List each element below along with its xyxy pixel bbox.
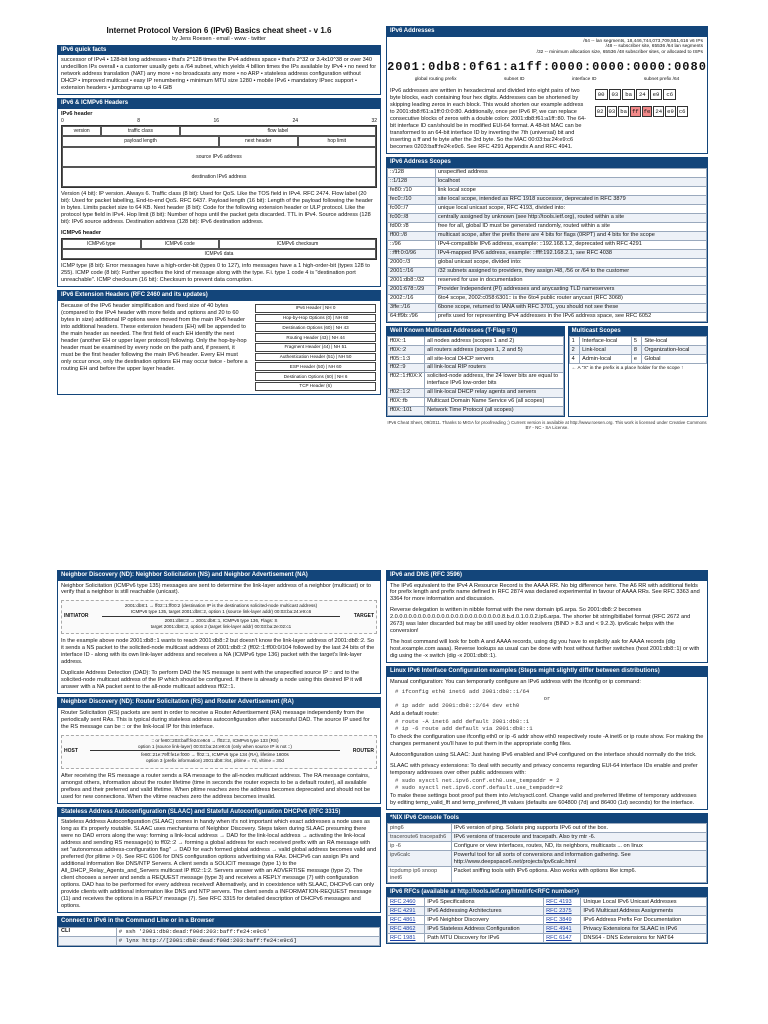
table-row xyxy=(388,195,707,204)
table-cell: 6bone scope, returned to IANA with RFC 3701, you should not see these xyxy=(435,303,706,312)
table-cell: IPv6 versions of traceroute and tracepath. Also try mtr -6. xyxy=(451,833,706,842)
table-cell: 2001::/16 xyxy=(388,267,436,276)
quick-facts-section xyxy=(57,45,381,95)
na-line-2: target 2001:db8::2, option 2 (target link-layer addr) 00:03:ba:2e:02:c1 xyxy=(150,623,292,629)
table-cell: all routers address (scopes 1, 2 and 5) xyxy=(425,346,564,355)
linux-section xyxy=(386,666,708,809)
table-row xyxy=(388,231,707,240)
ns-arrow xyxy=(102,616,340,617)
headers-title: IPv6 & ICMPv6 Headers xyxy=(58,99,380,109)
table-row xyxy=(388,867,707,883)
table-cell: IPv6 version of ping. Solaris ping supports IPv6 out of the box. xyxy=(451,824,706,833)
ns-na-diagram xyxy=(61,600,377,634)
table-cell: Provider Independent (PI) addresses and anycasting TLD nameservers xyxy=(435,285,706,294)
table-cell: Unique Local IPv6 Unicast Addresses xyxy=(581,898,707,907)
rs-ra-diagram xyxy=(61,735,377,769)
multicast-scopes-title: Multicast Scopes xyxy=(569,327,707,337)
rfcs-table xyxy=(387,897,707,943)
dns-text-3: The host command will look for both A and AAAA records, using dig you have to explicitly ask for AAAA records (dig host.example.com aaaa). Reverse lookups as usual can be done with host without further switches (host 2001:db8::1) or with dig using the -x switch (dig -x 2001:db8::1). xyxy=(390,639,700,660)
table-cell[interactable]: RFC 2460 xyxy=(388,898,425,907)
table-cell: 2001:db8::/32 xyxy=(388,276,436,285)
dns-text-1: The IPv6 equivalent to the IPv4 A Resource Record is the AAAA RR. No big difference here. The A6 RR with additional fields for prefix length and prefix name defined in RFC 2874 was declared experimental in favour of AAAA RRs. See RFC 3363 and 3364 for more information and discussion. xyxy=(390,582,700,603)
ns-line-2: ICMPv6 type 135, target 2001:db8::2, option 1 (source link-layer addr) 00:03:ba:24:e9:c6 xyxy=(130,609,312,615)
nd-text-2: In the example above node 2001:db8::1 wants to reach 2001:db8::2 but doesn't know the link-layer address of 2001:db8::2. So it sends a NS packet to the solicited-node multicast address of 2001:db8::2 (ff02::1:ff00:0/104 followed by the last 24 bits of the interface ID - along with its own link-layer address and receives a NA (ICMPv6 type 136) packet with the target's link-layer address. xyxy=(61,638,375,666)
field-traffic-class: traffic class xyxy=(101,126,180,136)
page-footer: IPv6 Cheat Sheet, 09/2011. Thanks to MIGA for proofreading ;) Current version is available at http://www.roesen.org. This work is licensed under Creative Commons BY - NC - SA License. xyxy=(387,419,707,431)
table-row xyxy=(388,824,707,833)
table-cell: IPv4-mapped IPv6 address, example: ::ffff:192.168.2.1, see RFC 4038 xyxy=(435,249,706,258)
table-cell: e xyxy=(631,355,641,364)
table-row xyxy=(388,267,707,276)
eui64-diagram xyxy=(592,86,707,153)
mac-byte: c6 xyxy=(663,89,676,100)
table-cell: 3ffe::/16 xyxy=(388,303,436,312)
linux-text-1: Manual configuration: You can temporarily configure an IPv6 address with the ifconfig or ip command: xyxy=(390,678,641,685)
table-cell: Interface-local xyxy=(580,337,632,346)
slaac-title: Stateless Address Autoconfiguration (SLAAC) and Stateful Autoconfiguration DHCPv6 (RFC 3315) xyxy=(58,808,380,818)
addresses-text: IPv6 addresses are written in hexadecimal and divided into eight pairs of two byte blocks, each containing four hex digits. Addresses can be shortened by skipping leading zeros in each block. This would shorten our example address to 2001:db8:f61:a1ff:0:0:0:80. Additionally, once per IPv6 IP, we can replace consecutive blocks of zeros with a double colon: 2001:db8:f61:a1ff::80. The 64-bit interface ID can/should be in modified EUI-64 format. A 48-bit MAC can be transformed to an 64-bit interface ID by inverting the 7th (universal) bit and inserting a ff and fe byte after the 3rd byte. So the MAC 00:03:ba:24:e9:c6 becomes 0203:baff:fe24:e9c6. See RFC 4291 Appendix A and RFC 4941. xyxy=(390,88,587,151)
table-row xyxy=(388,355,564,364)
table-cell: IPv6 Address Prefix For Documentation xyxy=(581,916,707,925)
table-cell: Site-local xyxy=(642,337,707,346)
linux-cmd: # sudo sysctl net.ipv6.conf.default.use_tempaddr=2 xyxy=(395,783,563,791)
eui-byte: 24 xyxy=(655,108,663,116)
table-row xyxy=(388,303,707,312)
field-icmp-data: ICMPv6 data xyxy=(62,249,376,259)
multicast-row xyxy=(386,326,708,417)
table-row xyxy=(388,337,564,346)
address-parts xyxy=(387,77,707,86)
table-row xyxy=(569,337,706,346)
mac-byte: e9 xyxy=(650,89,663,100)
table-cell: solicited-node address, the 24 lower bits are equal to interface IPv6 low-order bits xyxy=(425,372,564,388)
table-cell[interactable]: RFC 6147 xyxy=(544,934,581,943)
multicast-scopes-table xyxy=(569,336,707,364)
nd-text-1: Neighbor Solicitation (ICMPv6 type 135) messages are sent to determine the link-layer address of a neighbor (multicast) or to verify that a neighbor is still reachable (unicast). xyxy=(61,582,371,596)
nd-text-3: Duplicate Address Detection (DAD): To perform DAD the NS message is sent with the unspecified source IP :: and to the solicited-node multicast address of the IP which should be configured. If there is already a node using this desired IP it will answer with a NA packet sent to the all-node multicast address ff02::1. xyxy=(61,670,363,691)
table-row xyxy=(388,907,707,916)
table-row xyxy=(388,258,707,267)
page-title: Internet Protocol Version 6 (IPv6) Basics cheat sheet - v 1.6 xyxy=(106,26,332,35)
table-cell: free for all, global ID must be generated randomly, routed within a site xyxy=(435,222,706,231)
table-cell: IPv6 Stateless Address Configuration xyxy=(425,925,544,934)
mac-byte: 24 xyxy=(636,89,649,100)
table-cell: /32 subnets assigned to providers, they assign /48, /56 or /64 to the customer xyxy=(435,267,706,276)
table-row xyxy=(388,916,707,925)
table-cell: centrally assigned by unknown (see http://tools.ietf.org), routed within a site xyxy=(435,213,706,222)
or-label: or xyxy=(543,694,551,702)
ext-stack-item: Fragment Header (44) | NH 51 xyxy=(255,343,376,352)
ns-arrow-text xyxy=(102,603,340,629)
table-cell: fc00::/8 xyxy=(388,213,436,222)
right-column-top xyxy=(386,26,708,431)
prefix-label-64: /64 -- lan segments, 18,446,744,073,709,551,616 v6 IPs xyxy=(583,38,703,44)
rd-section xyxy=(57,697,381,803)
dns-text-2: Reverse delegation is written in nibble format with the new domain ip6.arpa. So 2001:db8::2 becomes 2.0.0.0.0.0.0.0.0.0.0.0.0.0.0.0.0.0.0.0.0.0.0.0.8.b.d.0.1.0.0.2.ip6.arpa. The shorter bit string/bitlabel format (RFC 2672 and 2673) was later discarded but may be still used by older resolvers (BIND > 8.3 and < 9.2.3). ipv6calc helps with the conversion! xyxy=(390,607,691,635)
ra-line-1: fe80::21e:79ff:fe1e:f000 → ff02::1, ICMPv6 type 134 (RA), lifetime 1800s xyxy=(141,752,289,758)
table-cell[interactable]: RFC 4291 xyxy=(388,907,425,916)
table-cell[interactable]: RFC 1981 xyxy=(388,934,425,943)
extension-headers-section xyxy=(57,290,381,394)
table-row xyxy=(569,355,706,364)
table-row xyxy=(388,204,707,213)
connect-row xyxy=(59,927,380,936)
table-row xyxy=(388,168,707,177)
linux-cmd: # sudo sysctl net.ipv6.conf.eth0.use_tempaddr = 2 xyxy=(395,776,560,784)
table-row xyxy=(388,397,564,406)
prefix-label-48: /48 -- subscriber site, 65536 /64 lan segments xyxy=(605,44,703,50)
table-cell: ff00::/8 xyxy=(388,231,436,240)
table-cell: ::1/128 xyxy=(388,177,436,186)
ext-stack-item: IPv6 Header | NH 0 xyxy=(255,304,376,313)
table-cell: ff02::1:ff0X:X xyxy=(388,372,425,388)
multicast-title: Well Known Multicast Addresses (T-Flag = 0) xyxy=(387,327,564,337)
table-cell: Organization-local xyxy=(642,346,707,355)
linux-cmd: # route -A inet6 add default 2001:db8::1 xyxy=(395,717,530,725)
field-icmp-type: ICMPv6 type xyxy=(62,239,141,249)
linux-cmd-block-3 xyxy=(387,777,707,791)
eui-byte: 03 xyxy=(608,108,616,116)
table-row xyxy=(388,898,707,907)
example-address: 2001:0db8:0f61:a1ff:0000:0000:0000:0080 xyxy=(387,60,707,75)
table-row xyxy=(388,934,707,943)
icmp-header-description: ICMP type (8 bit): Error messages have a high-order-bit (types 0 to 127), info messages have a 1 high-order-bit (types 128 to 255). ICMP code (8 bit): Further specifies the kind of message along with the type. F.i. type 1 code 4 is "destination port unreachable". ICMP checksum (16 bit): Checksum to prevent data corruption. xyxy=(61,263,370,284)
table-cell: ip -6 xyxy=(388,842,452,851)
ext-stack-item: Authentication Header (51) | NH 50 xyxy=(255,353,376,362)
table-cell: ping6 xyxy=(388,824,452,833)
multicast-table xyxy=(387,336,564,416)
mac-byte: 03 xyxy=(609,89,622,100)
field-next-header: next header xyxy=(219,136,298,146)
table-row xyxy=(388,851,707,867)
part-interface-id: interface ID xyxy=(571,77,597,83)
rd-title: Neighbor Discovery (ND): Router Solicitation (RS) and Router Advertisement (RA) xyxy=(58,698,380,708)
table-cell: localhost xyxy=(435,177,706,186)
left-column-bottom xyxy=(57,570,381,947)
table-row xyxy=(388,285,707,294)
table-cell: 2000::/3 xyxy=(388,258,436,267)
tools-section xyxy=(386,813,708,884)
field-icmp-code: ICMPv6 code xyxy=(141,239,220,249)
table-cell: 2 xyxy=(569,346,579,355)
mac-byte: 00 xyxy=(595,89,608,100)
table-cell: ipv6calc xyxy=(388,851,452,867)
connect-title: Connect to IPv6 in the Command Line or in a Browser xyxy=(58,917,380,927)
table-row xyxy=(388,842,707,851)
table-cell: fec0::/10 xyxy=(388,195,436,204)
mac-bytes xyxy=(595,89,704,100)
table-cell: Link-local xyxy=(580,346,632,355)
table-row xyxy=(569,346,706,355)
na-line-1: 2001:db8::2 → 2001:db8::1, ICMPv6 type 136, Flags: S xyxy=(164,617,278,623)
table-row xyxy=(388,177,707,186)
table-cell[interactable]: RFC 4193 xyxy=(544,898,581,907)
table-cell[interactable]: RFC 4941 xyxy=(544,925,581,934)
table-cell: fd00::/8 xyxy=(388,222,436,231)
table-row xyxy=(388,240,707,249)
connect-table xyxy=(58,927,380,946)
field-payload-length: payload length xyxy=(62,136,219,146)
table-cell: ::/128 xyxy=(388,168,436,177)
addresses-body xyxy=(387,86,707,153)
table-cell: IPv6 Specifications xyxy=(425,898,544,907)
eui64-bytes xyxy=(595,106,704,117)
left-column-top xyxy=(57,26,381,395)
linux-text-3: To check the configuration use ifconfig eth0 or ip -6 addr show eth0 respectively route -A inet6 or ip route show. For making the changes permanent you'll have to put them in the appropriate config files. xyxy=(390,733,704,747)
linux-cmd: # ip -6 route add default via 2001:db8::1 xyxy=(395,724,533,732)
table-cell: 4 xyxy=(569,355,579,364)
table-cell: Network Time Protocol (all scopes) xyxy=(425,406,564,415)
field-flow-label: flow label xyxy=(180,126,376,136)
table-cell[interactable]: RFC 4861 xyxy=(388,916,425,925)
rd-text-2: After receiving the RS message a router sends a RA message to the all-nodes multicast address. The RA message contains, amongst others, information about the router lifetime (time in seconds the router expects to be a default router), all available prefixes and their preferred and valid lifetime. When pltime reaches zero the address becomes deprecated and should not be used for new connections. When the vltime reaches zero the address becomes invalid. xyxy=(61,772,371,800)
table-row xyxy=(388,346,564,355)
nd-title: Neighbor Discovery (ND): Neighbor Solicitation (NS) and Neighbor Advertisement (NA) xyxy=(58,571,380,581)
bit-24: 24 xyxy=(292,117,298,124)
mac-byte: ba xyxy=(622,89,635,100)
table-cell: 2001:678::/29 xyxy=(388,285,436,294)
rs-line-2: option 1 (source link-layer) 00:03:ba:24:e9:c6 (only when source IP is not ::) xyxy=(138,743,292,749)
rfcs-title: IPv6 RFCs (available at http://tools.ietf.org/html/rfc<RFC number>) xyxy=(387,888,707,898)
slaac-section xyxy=(57,807,381,913)
field-hop-limit: hop limit xyxy=(298,136,377,146)
extension-headers-text: Because of the IPv6 header simplification and fixed size of 40 bytes (compared to the IPv4 header with more fields and options and 20 to 60 bytes in size) additional IP options were moved from the main IPv6 header into additional headers. These extension headers (EH) will be appended to the main header as needed. The first field of each EH identify the next header (another EH or upper layer protocol) following. Only the hop-by-hop header must be examined by every node on the path and, if present, it must be the first header following the main IPv6 header. Every EH must only occur once, only the destination options EH may occur twice - before a routing EH and before the upper layer header. xyxy=(61,302,248,372)
connect-label xyxy=(59,936,117,945)
addresses-title: IPv6 Addresses xyxy=(387,27,707,37)
table-cell: multicast scope, after the prefix there are 4 bits for flags (0RPT) and 4 bits for the scope xyxy=(435,231,706,240)
icmp-header-subtitle: ICMPv6 header xyxy=(61,229,102,236)
right-column-bottom xyxy=(386,570,708,944)
rs-line-1: :: or fe80::203:baff:fe24:e9c6 → ff02::2, ICMPv6 type 133 (RS) xyxy=(151,737,279,743)
table-row xyxy=(388,276,707,285)
table-row xyxy=(388,372,564,388)
router-label: ROUTER xyxy=(352,747,374,754)
ext-stack-item: Destination Options (60) | NH 43 xyxy=(255,323,376,332)
table-cell: traceroute6 tracepath6 xyxy=(388,833,452,842)
part-global-routing-prefix: global routing prefix xyxy=(414,77,457,83)
multicast-scope-note: ← A "X" in the prefix is a place holder for the scope ↑ xyxy=(571,365,684,371)
table-cell: 64:ff9b::/96 xyxy=(388,312,436,321)
table-cell: 1 xyxy=(569,337,579,346)
prefix-size-labels xyxy=(387,37,707,59)
linux-text-2: Add a default route: xyxy=(390,710,439,717)
table-cell: 5 xyxy=(631,337,641,346)
table-cell: reserved for use in documentation xyxy=(435,276,706,285)
field-icmp-checksum: ICMPv6 checksum xyxy=(219,239,376,249)
table-cell: Admin-local xyxy=(580,355,632,364)
ra-line-2: option 3 (prefix information) 2001:db8::/64, pltime = 7d, vltime = 30d xyxy=(146,758,284,764)
table-cell: IPv4-compatible IPv6 address, example: ::192.168.1.2, deprecated with RFC 4291 xyxy=(435,240,706,249)
table-cell: Path MTU Discovery for IPv6 xyxy=(425,934,544,943)
field-version: version xyxy=(62,126,101,136)
ext-stack-item: Routing Header (43) | NH 44 xyxy=(255,333,376,342)
table-cell: Powerful tool for all sorts of conversions and information gathering. See http://www.deepspace6.net/projects/ipv6calc.html xyxy=(451,851,706,867)
table-cell: ::/96 xyxy=(388,240,436,249)
field-source-address: source IPv6 address xyxy=(62,147,376,167)
table-cell: Global xyxy=(642,355,707,364)
table-cell: all site-local DHCP servers xyxy=(425,355,564,364)
table-cell: all link-local DHCP relay agents and servers xyxy=(425,388,564,397)
slaac-text: Stateless Address Autoconfiguration (SLAAC) comes in handy when it's not important which exact addresses a node uses as long as it's properly routable. SLAAC uses mechanisms of Neighbor Discovery. Steps taken during SLAAC presuming there were no DAD errors along the way: forming a link-local address → DAD for the link-local address → activating the link-local address and sending RS message(s) to ff02::2 → forming a global address for each received prefix with an RA message with set "autonomous address-configuration flag" → DAD for each formed global address → valid global address becomes valid and preferred (for pltime > 0). See RFC 6106 for DNS configuration options advertising via RAs. DHCPv6 can assign IPs and additional information like DNS/NTP Servers. A client sends a SOLICIT message (type 1) to the All_DHCP_Relay_Agents_and_Servers multicast IP ff02::1:2. Servers answer with an ADVERTISE message (type 2). The client chooses a server and sends a REQUEST message (type 3) and receives a REPLY message (7) with configuration options. DAD has to be performed for every address received! Alternatively, and in coexistence with SLAAC, DHCPv6 can only provide clients with additional information like DNS and NTP servers. The client sends a INFORMATION-REQUEST message (11) and receives the options in a REPLY message (7). See RFC 3315 for detailed description of DHCPv6 messages and options. xyxy=(61,819,377,910)
table-cell: ::ffff:0:0/96 xyxy=(388,249,436,258)
linux-cmd: # ip addr add 2001:db8::2/64 dev eth0 xyxy=(395,701,520,709)
multicast-scopes-section xyxy=(568,326,708,417)
rs-arrow xyxy=(90,750,340,751)
table-cell: Privacy Extensions for SLAAC in IPv6 xyxy=(581,925,707,934)
scopes-section xyxy=(386,157,708,322)
scopes-title: IPv6 Address Scopes xyxy=(387,158,707,168)
host-label: HOST xyxy=(64,747,78,754)
bit-8: 8 xyxy=(137,117,140,124)
part-subnet-prefix: subnet prefix /64 xyxy=(643,77,680,83)
bit-32: 32 xyxy=(371,117,377,124)
table-cell: ff05::1:3 xyxy=(388,355,425,364)
bit-ruler xyxy=(61,118,377,124)
table-cell: IPv6 Multicast Address Assignments xyxy=(581,907,707,916)
table-cell: IPv6 Neighbor Discovery xyxy=(425,916,544,925)
target-label: TARGET xyxy=(353,613,374,620)
ipv6-header-description: Version (4 bit): IP version. Always 6. Traffic class (8 bit): Used for QoS. Like the TOS field in IPv4. RFC 2474. Flow label (20 bit): Used for packet labelling, End-to-end QoS. RFC 6437. Payload length (16 bit): Length of the payload following the header in bytes. Limits packet size to 64 KB. Next header (8 bit): Code for the following extension header or ULP protocol. Like the protocol type field in IPv4. Hop limit (8 bit): Number of hops until the packet gets discarded. TTL in IPv4. Source address (128 bit): IPv6 source address. Destination address (128 bit): IPv6 destination address. xyxy=(61,191,373,225)
table-row xyxy=(388,833,707,842)
dns-section xyxy=(386,570,708,663)
table-cell: IPv6 Addressing Architectures xyxy=(425,907,544,916)
eui-byte: e9 xyxy=(667,108,674,116)
table-cell: global unicast scope, divided into: xyxy=(435,258,706,267)
table-cell: link local scope xyxy=(435,186,706,195)
initiator-label: INITIATOR xyxy=(64,613,89,620)
dns-title: IPv6 and DNS (RFC 3596) xyxy=(387,571,707,581)
table-row xyxy=(388,363,564,372)
connect-cmd: # lynx http://[2001:db8:dead:f00d:203:baff:fe24:e9c6] xyxy=(116,936,379,945)
connect-label: CLI xyxy=(59,927,117,936)
tools-title: *NIX IPv6 Console Tools xyxy=(387,814,707,824)
table-cell: DNS64 - DNS Extensions for NAT64 xyxy=(581,934,707,943)
bit-16: 16 xyxy=(213,117,219,124)
table-row xyxy=(388,186,707,195)
table-row xyxy=(388,249,707,258)
ext-stack-item: Hop-by-Hop Options (0) | NH 60 xyxy=(255,314,376,323)
quick-facts-text: successor of IPv4 • 128-bit long addresses • that's 2^128 times the IPv4 address space • that's 2^32 or 3.4x10^38 or over 340 undecillion IPs overall • a customer usually gets a /64 subnet, which yields 4 billion times the IPs available by IPv4 • no need for network address translation (NAT) any more • no broadcasts any more • no ARP • stateless address configuration without DHCP • improved multicast • easy IP renumbering • minimum MTU size 1280 • mobile IPv6 • mandatory IPsec support • extension headers • jumbograms up to 4 GiB xyxy=(61,57,377,92)
tools-table xyxy=(387,823,707,883)
table-cell: Multicast Domain Name Service v6 (all scopes) xyxy=(425,397,564,406)
bit-0: 0 xyxy=(61,117,64,124)
table-cell: unspecified address xyxy=(435,168,706,177)
table-cell: fe80::/10 xyxy=(388,186,436,195)
table-cell: 6to4 scope, 2002:c058:6301:: is the 6to4 public router anycast (RFC 3068) xyxy=(435,294,706,303)
icmp-header-diagram xyxy=(61,238,377,261)
table-cell: ff0X::fb xyxy=(388,397,425,406)
table-row xyxy=(388,294,707,303)
ipv6-header-subtitle: IPv6 header xyxy=(61,110,93,117)
ipv6-header-diagram xyxy=(61,125,377,188)
table-cell: site local scope, intended as RFC 1918 successor, deprecated in RFC 3879 xyxy=(435,195,706,204)
table-cell: ff0X::2 xyxy=(388,346,425,355)
linux-cmd-block-1 xyxy=(387,688,707,709)
table-row xyxy=(388,213,707,222)
multicast-section xyxy=(386,326,565,417)
table-cell: Configure or view interfaces, routes, ND, its neighbors, multicasts ... on linux xyxy=(451,842,706,851)
quick-facts-title: IPv6 quick facts xyxy=(58,46,380,56)
table-cell: ff0X::1 xyxy=(388,337,425,346)
byline: by Jens Roesen - email - www - twitter xyxy=(172,36,266,42)
table-cell: fc00::/7 xyxy=(388,204,436,213)
eui-byte: c6 xyxy=(678,108,686,116)
scopes-table xyxy=(387,168,707,322)
table-cell: 8 xyxy=(631,346,641,355)
ext-stack-item: TCP Header (6) xyxy=(255,382,376,391)
table-cell: tcpdump ip6 snoop inet6 xyxy=(388,867,452,883)
table-cell[interactable]: RFC 4862 xyxy=(388,925,425,934)
linux-text-5: SLAAC with privacy extensions: To deal with security and privacy concerns regarding EUI-64 interface IDs enable and prefer temporary addresses over other public addresses with: xyxy=(390,762,698,776)
table-cell: all link-local RIP routers xyxy=(425,363,564,372)
linux-cmd-block-2 xyxy=(387,718,707,732)
ns-line-1: 2001:db8:1 → ff02::1:ff00:2 (destination IP is the destinations solicited-node multicast address) xyxy=(124,603,318,609)
addresses-section xyxy=(386,26,708,154)
table-cell: ff0X::101 xyxy=(388,406,425,415)
table-row xyxy=(388,406,564,415)
linux-text-4: Autoconfiguration using SLAAC: Just having IPv6 enabled and IPv4 configured on the interface should normally do the trick. xyxy=(390,751,697,758)
eui-byte: 02 xyxy=(596,108,604,116)
table-cell: Packet sniffing tools with IPv6 options. Also works with options like icmp6. xyxy=(451,867,706,883)
table-cell: prefix used for representing IPv4 addresses in the IPv6 address space, see RFC 6052 xyxy=(435,312,706,321)
extension-headers-title: IPv6 Extension Headers (RFC 2460 and its updates) xyxy=(58,291,380,301)
table-cell[interactable]: RFC 2375 xyxy=(544,907,581,916)
part-subnet-id: subnet ID xyxy=(503,77,525,83)
rfcs-section xyxy=(386,887,708,944)
eui-byte: ba xyxy=(620,108,627,116)
ext-stack-item: ESP Header (50) | NH 60 xyxy=(255,362,376,371)
extension-headers-body xyxy=(58,301,380,394)
linux-title: Linux IPv6 Interface Configuration examples (Steps might slightly differ between distributions) xyxy=(387,667,707,677)
table-row xyxy=(388,222,707,231)
ext-stack-item: Destination Options (60) | NH 6 xyxy=(255,372,376,381)
nd-section xyxy=(57,570,381,694)
headers-section xyxy=(57,98,381,287)
table-cell: all nodes address (scopes 1 and 2) xyxy=(425,337,564,346)
eui-byte-inserted: fe xyxy=(643,108,651,116)
rs-arrow-text xyxy=(90,738,340,764)
extension-header-stack xyxy=(251,301,380,394)
linux-cmd: # ifconfig eth0 inet6 add 2001:db8::1/64 xyxy=(395,687,530,695)
rd-text-1: Router Solicitation (RS) packets are sent in order to receive a Router Advertisement (RA) message independently from the periodically sent RAs. This is typical during stateless address autoconfiguration after successful DAD. The source IP used for the RS message can be :: or the link-local IP for this interface. xyxy=(61,709,370,730)
table-cell: unique local unicast scope, RFC 4193, divided into: xyxy=(435,204,706,213)
eui-byte-inserted: ff xyxy=(631,108,639,116)
table-cell[interactable]: RFC 3849 xyxy=(544,916,581,925)
connect-section xyxy=(57,916,381,946)
table-row xyxy=(388,388,564,397)
table-cell: 2002::/16 xyxy=(388,294,436,303)
prefix-label-32: /32 -- minimum allocation size, 65536 /48 subscriber sites, or allocated to ISPs xyxy=(536,50,703,56)
connect-row xyxy=(59,936,380,945)
linux-text-6: To make these settings boot proof put them into /etc/sysctl.conf. Change valid and preferred lifetime of temporary addresses by editing temp_valid_lft and temp_prefered_lft values (defaults are 604800 (7d) and 86400 (1d) seconds) for the interface. xyxy=(390,792,697,806)
table-cell: ff02::1:2 xyxy=(388,388,425,397)
table-row xyxy=(388,925,707,934)
field-destination-address: destination IPv6 address xyxy=(62,167,376,187)
connect-cmd: # ssh '2001:db8:dead:f00d:203:baff:fe24:e9c6' xyxy=(116,927,379,936)
table-row xyxy=(388,312,707,321)
table-cell: ff02::9 xyxy=(388,363,425,372)
